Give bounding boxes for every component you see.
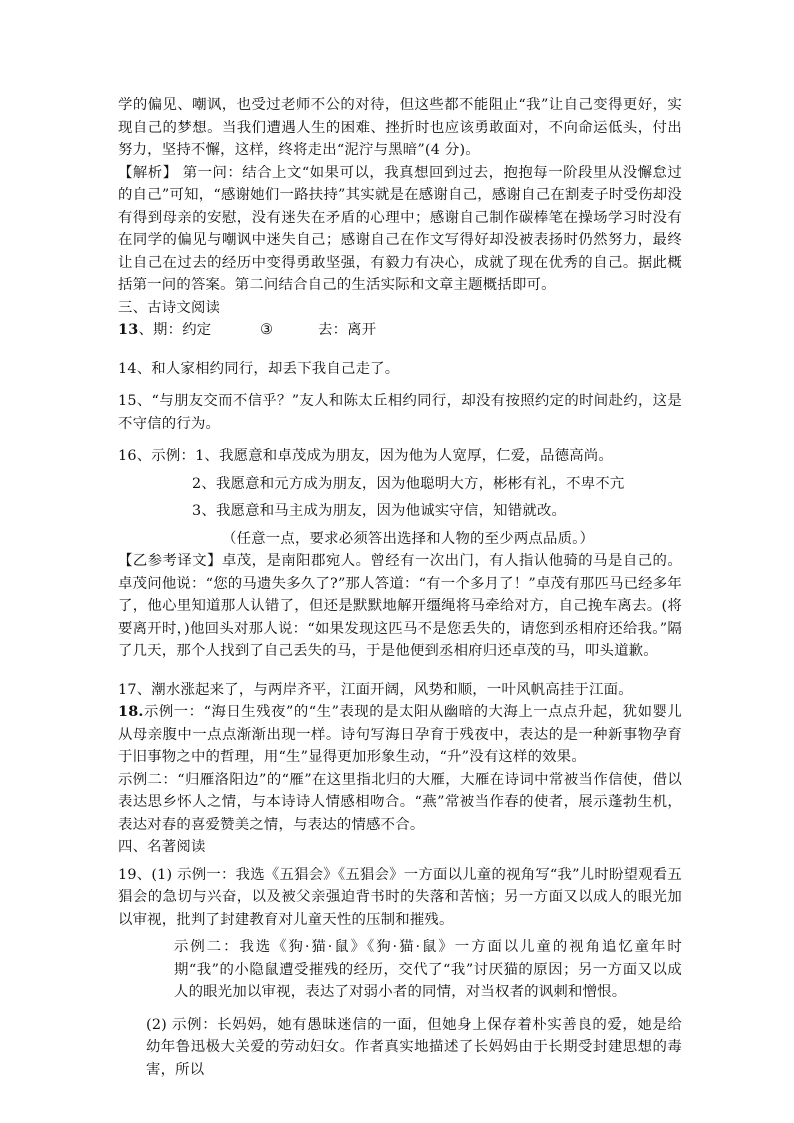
section-heading-classics: 四、名著阅读 xyxy=(118,839,206,855)
question-16-line-2: 2、我愿意和元方成为朋友，因为他聪明大方，彬彬有礼，不卑不亢 xyxy=(192,475,625,492)
question-17: 17、潮水涨起来了，与两岸齐平，江面开阔，风势和顺，一叶风帆高挂于江面。 xyxy=(118,681,633,698)
question-19-part-1-example-2: 示例二：我选《狗·猫·鼠》《狗·猫·鼠》一方面以儿童的视角追忆童年时期“我”的小隐鼠遭受摧残的经历，交代了“我”讨厌猫的原因；另一方面又以成人的眼光加以审视，表达了对弱小者的同情，对当权者的讽刺和憎恨。 xyxy=(174,939,682,1000)
question-13-part-b: ③ xyxy=(260,322,274,338)
question-16-line-1: 16、示例：1、我愿意和卓茂成为朋友，因为他为人宽厚，仁爱，品德高尚。 xyxy=(118,448,613,464)
question-14: 14、和人家相约同行，却丢下我自己走了。 xyxy=(118,360,400,377)
question-19-part-2: (2) 示例：长妈妈，她有愚昧迷信的一面，但她身上保存着朴实善良的爱，她是给幼年鲁迅极大关爱的劳动妇女。作者真实地描述了长妈妈由于长期受封建思想的毒害，所以 xyxy=(146,1016,682,1078)
question-16-line-3: 3、我愿意和马主成为朋友，因为他诚实守信，知错就改。 xyxy=(192,503,567,519)
question-13-part-c: 去：离开 xyxy=(318,322,377,338)
question-18-example-2: 示例二：“归雁洛阳边”的“雁”在这里指北归的大雁，大雁在诗词中常被当作信使，借以表达思乡怀人之情，与本诗诗人情感相吻合。“燕”常被当作春的使者，展示蓬勃生机，表达对春的喜爱赞美之情，与表达的情感不合。 xyxy=(118,771,682,833)
question-18-example-1: 18.示例一：“海日生残夜”的“生”表现的是太阳从幽暗的大海上一点点升起，犹如婴儿从母亲腹中一点点渐渐出现一样。诗句写海日孕育于残夜中，表达的是一种新事物孕育于旧事物之中的哲理，用“生”显得更加形象生动，“升”没有这样的效果。 xyxy=(118,703,682,765)
question-13-part-a: 13、期：约定 xyxy=(118,321,212,338)
question-15: 15、“与朋友交而不信乎？”友人和陈太丘相约同行，却没有按照约定的时间赴约，这是不守信的行为。 xyxy=(118,393,682,432)
document-body xyxy=(118,94,682,1081)
question-13 xyxy=(118,319,682,342)
analysis-paragraph: 【解析】 第一问：结合上文“如果可以，我真想回到过去，抱抱每一阶段里从没懈怠过的自己”可知，“感谢她们一路扶持”其实就是在感谢自己，感谢自己在割麦子时受伤却没有得到母亲的安慰，没有迷失在矛盾的心理中；感谢自己制作碳棒笔在操场学习时没有在同学的偏见与嘲讽中迷失自己；感谢自己在作文写得好却没被表扬时仍然努力，最终让自己在过去的经历中变得勇敢坚强，有毅力有决心，成就了现在优秀的自己。据此概括第一问的答案。第二问结合自己的生活实际和文章主题概括即可。 xyxy=(118,164,682,293)
question-19-part-1-example-1: 19、(1) 示例一：我选《五猖会》《五猖会》一方面以儿童的视角写“我”儿时盼望观看五猖会的急切与兴奋，以及被父亲强迫背书时的失落和苦恼；另一方面又以成人的眼光加以审视，批判了封建教育对儿童天性的压制和摧残。 xyxy=(118,866,682,928)
section-heading-classical-poetry: 三、古诗文阅读 xyxy=(118,299,221,316)
translation-paragraph: 【乙参考译文】卓茂，是南阳郡宛人。曾经有一次出门，有人指认他骑的马是自己的。卓茂问他说：“您的马遗失多久了?”那人答道：“有一个多月了！”卓茂有那匹马已经多年了，他心里知道那人认错了，但还是默默地解开缰绳将马牵给对方，自己挽车离去。(将要离开时，)他回头对那人说：“如果发现这匹马不是您丢失的，请您到丞相府还给我。”隔了几天，那个人找到了自己丢失的马，于是他便到丞相府归还卓茂的马，叩头道歉。 xyxy=(118,553,682,659)
question-16-note: （任意一点，要求必须答出选择和人物的至少两点品质。） xyxy=(222,530,595,547)
answer-paragraph: 学的偏见、嘲讽，也受过老师不公的对待，但这些都不能阻止“我”让自己变得更好，实现自己的梦想。当我们遭遇人生的困难、挫折时也应该勇敢面对，不向命运低头，付出努力，坚持不懈，这样，终将走出“泥泞与黑暗”(4 分)。 xyxy=(118,97,682,158)
